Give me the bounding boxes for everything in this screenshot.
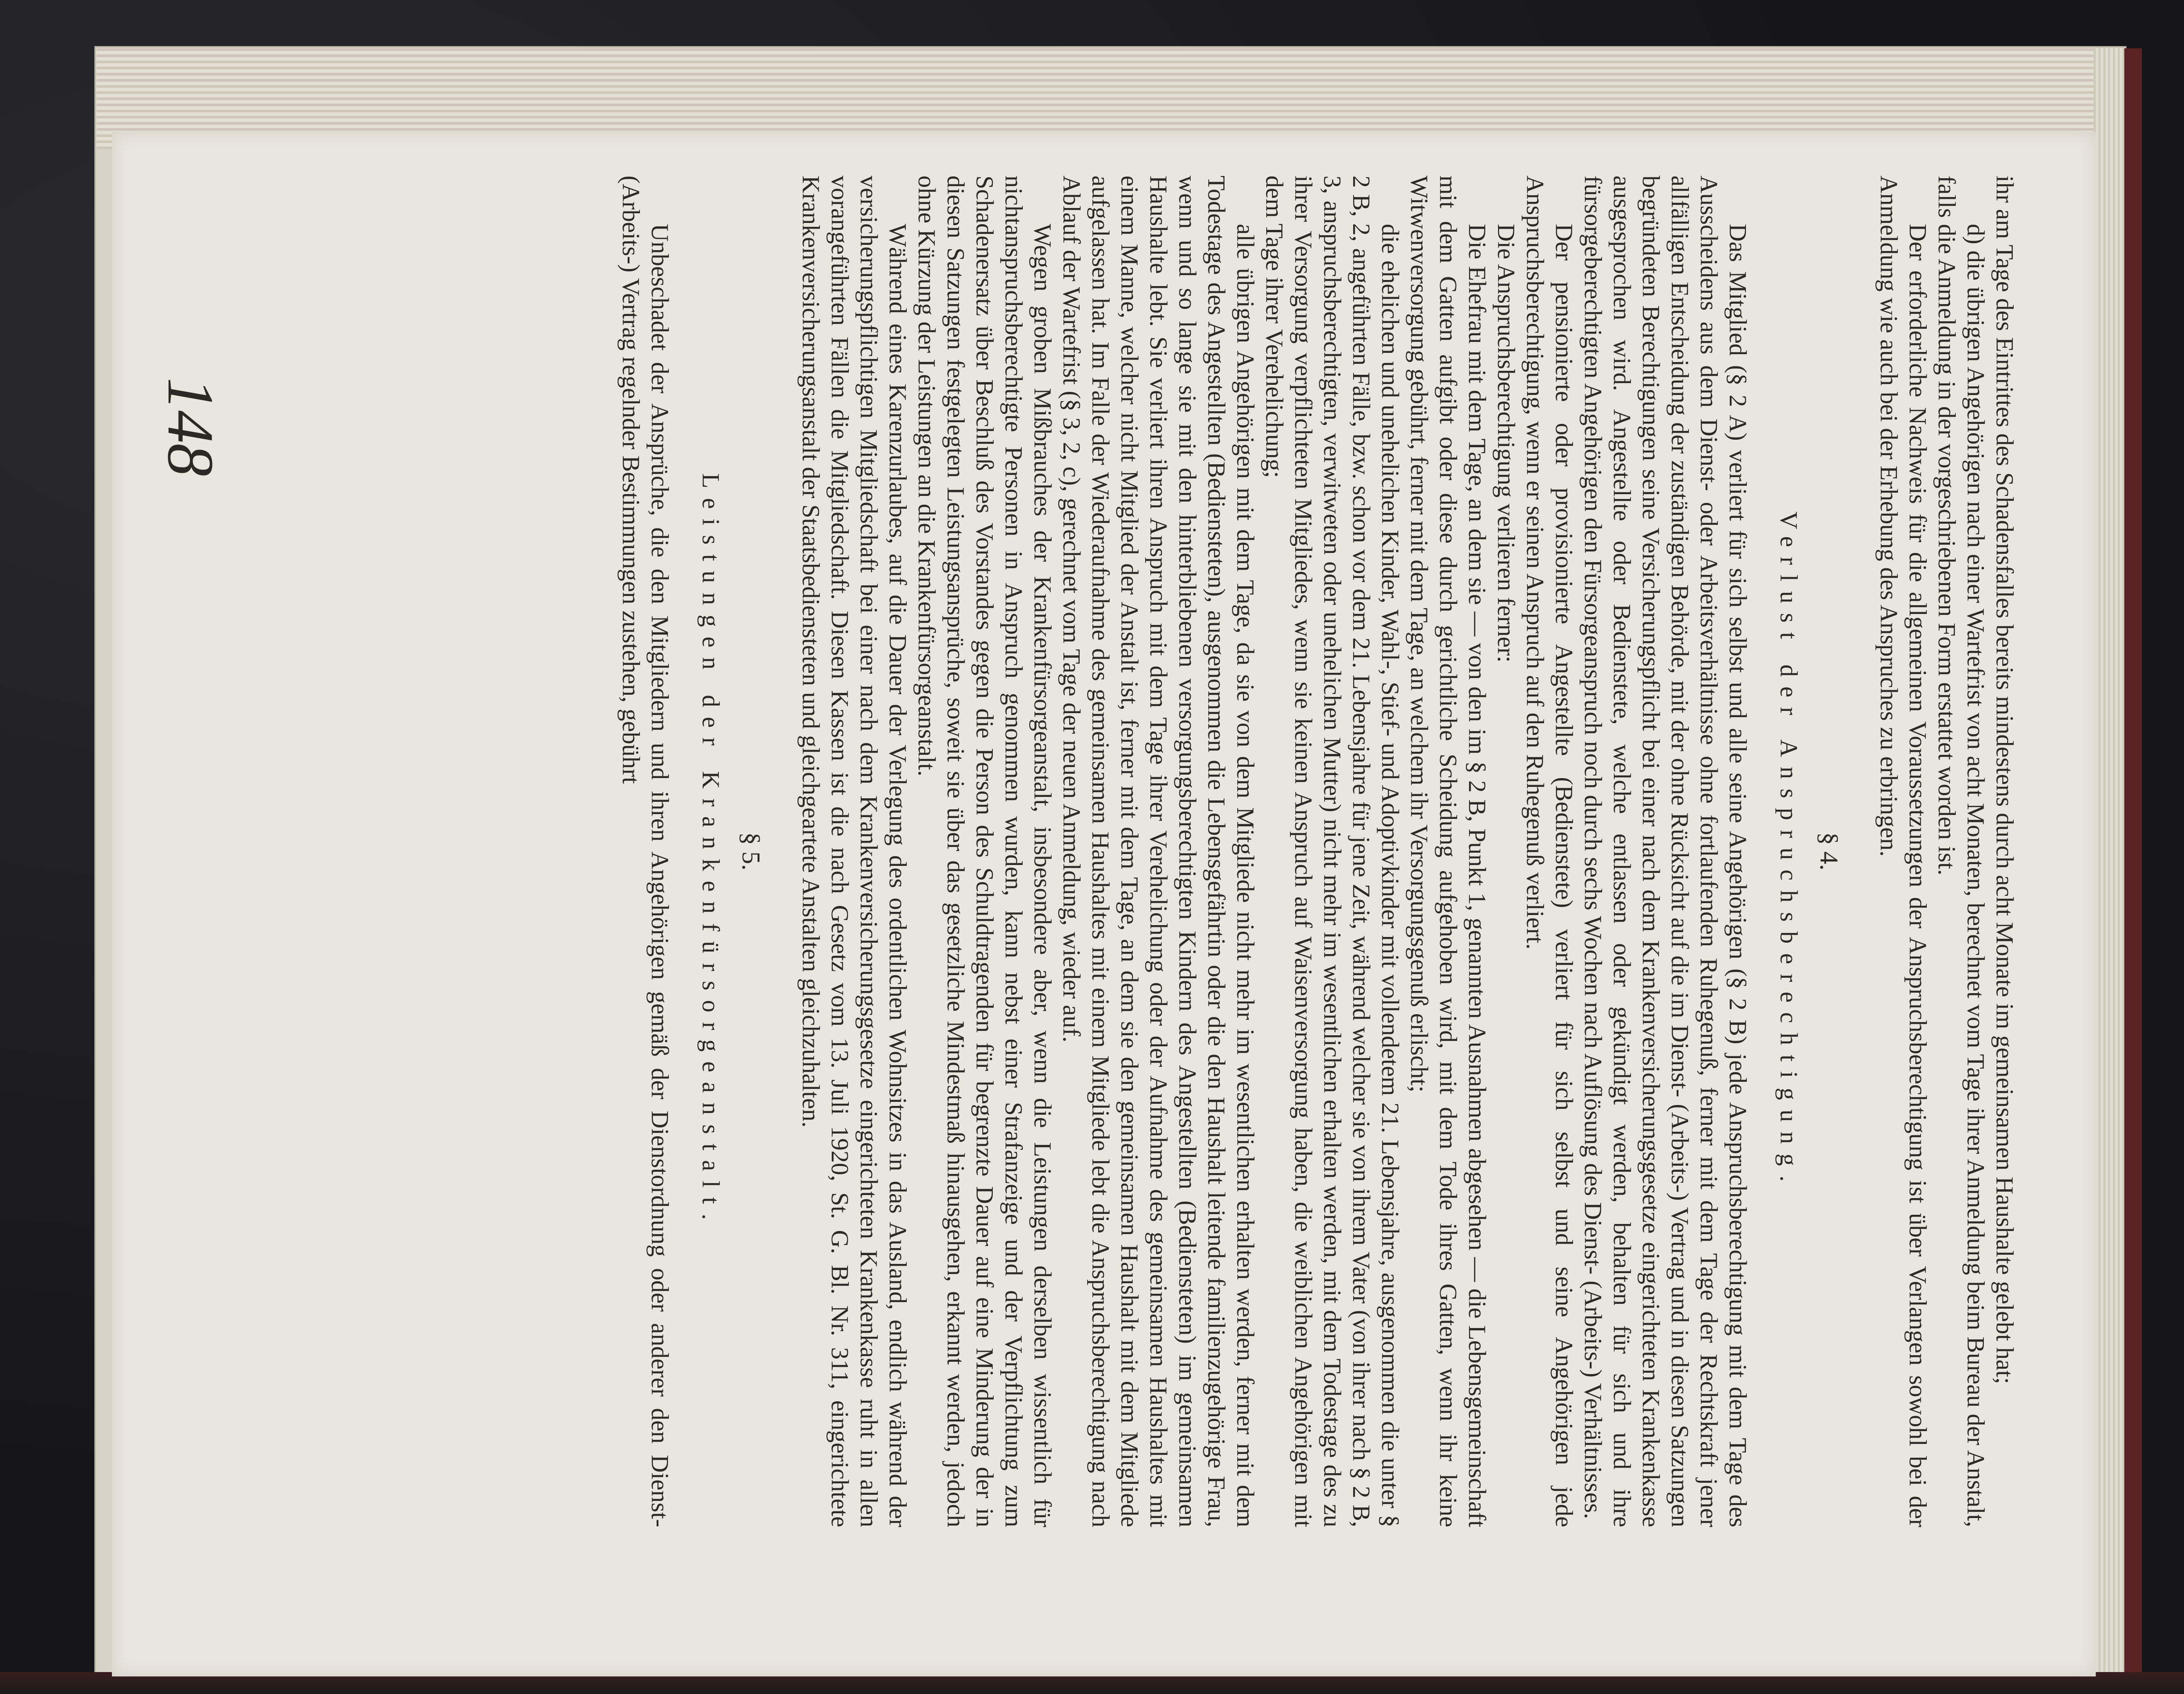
section-title: Leistungen der Krankenfürsorgeanstalt. (697, 473, 724, 1230)
book-cover-edge (2124, 48, 2142, 1681)
paragraph: Die Ehefrau mit dem Tage, an dem sie — von den im § 2 B, Punkt 1, genannten Ausnahmen abgesehen — die Lebensgemeinschaft mit dem Gatten aufgibt oder diese durch gerichtliche Scheidung aufgehoben wird, mit dem Tode ihres Gatten, wenn ihr keine Witwenversorgung gebührt, ferner mit dem Tage, an welchem ihr Versorgungsgenuß erlischt; (1405, 176, 1491, 1527)
paragraph: ihr am Tage des Eintrittes des Schadensfalles bereits mindestens durch acht Monate im gemeinsamen Haushalte gelebt hat; (1991, 176, 2018, 1384)
paragraph: d) die übrigen Angehörigen nach einer Wartefrist von acht Monaten, berechnet vom Tage ihrer Anmeldung beim Bureau der Anstalt, falls die Anmeldung in der vorgeschriebenen Form erstattet worden ist. (1933, 176, 1989, 1527)
section-number: § 4. (1815, 832, 1843, 871)
paragraph: Wegen groben Mißbrauches der Krankenfürsorgeanstalt, insbesondere aber, wenn die Leistungen derselben wissentlich für nichtanspruchsberechtigte Personen in Anspruch genommen wurden, kann nebst einer Strafanzeige und der Verpflichtung zum Schadenersatz über Beschluß des Vorstandes gegen die Person des Schuldtragenden für begrenzte Dauer auf eine Minderung der in diesen Satzungen festgelegten Leistungsansprüche, soweit sie über das gesetzliche Mindestmaß hinausgehen, erkannt werden, jedoch ohne Kürzung der Leistungen an die Krankenfürsorgeanstalt. (913, 176, 1056, 1527)
page-text-block (316, 176, 2019, 1527)
paragraph: Das Mitglied (§ 2 A) verliert für sich selbst und alle seine Angehörigen (§ 2 B) jede Anspruchsberechtigung mit dem Tage des Ausscheidens aus dem Dienst- oder Arbeitsverhältnisse ohne fortlaufenden Ruhegenuß, ferner mit dem Tage der Rechtskraft jener allfälligen Entscheidung der zuständigen Behörde, mit der ohne Rücksicht auf die im Dienst- (Arbeits-) Vertrag und in diesen Satzungen begründeten Berechtigungen seine Versicherungspflicht bei einer nach dem Krankenversicherungsgesetze eingerichteten Krankenkasse ausgesprochen wird. Angestellte oder Bedienstete, welche entlassen oder gekündigt werden, behalten für sich und ihre fürsorgeberechtigten Angehörigen den Fürsorgeanspruch noch durch sechs Wochen nach Auflösung des Dienst- (Arbeits-) Verhältnisses. (1579, 176, 1751, 1527)
paragraph: Unbeschadet der Ansprüche, die den Mitgliedern und ihren Angehörigen gemäß der Dienstordnung oder anderer den Dienst- (Arbeits-) Vertrag regelnder Bestimmungen zustehen, gebührt (617, 176, 673, 1527)
paragraph: Der pensionierte oder provisionierte Angestellte (Bedienstete) verliert für sich selbst und seine Angehörigen jede Anspruchsberechtigung, wenn er seinen Anspruch auf den Ruhegenuß verliert. (1521, 176, 1577, 1527)
paragraph: die ehelichen und unehelichen Kinder, Wahl-, Stief- und Adoptivkinder mit vollendetem 21. Lebensjahre, ausgenommen die unter § 2 B, 2, angeführten Fälle, bzw. schon vor dem 21. Lebensjahre für jene Zeit, während welcher sie von ihrem Vater (von ihrer nach § 2 B, 3, anspruchsberechtigten, verwitweten oder unehelichen Mutter) nicht mehr im wesentlichen erhalten werden, mit dem Todestage des zu ihrer Versorgung verpflichteten Mitgliedes, wenn sie keinen Anspruch auf Waisenversorgung haben, die weiblichen Angehörigen mit dem Tage ihrer Verehelichung; (1261, 176, 1404, 1527)
section-title: Verlust der Anspruchsberechtigung. (1775, 511, 1802, 1192)
page-edges-right (2094, 48, 2124, 1672)
paragraph: Während eines Karenzurlaubes, auf die Dauer der Verlegung des ordentlichen Wohnsitzes in das Ausland, endlich während der versicherungspflichtigen Mitgliedschaft bei einer nach dem Krankenversicherungsgesetze eingerichteten Krankenkasse ruht in allen vorangeführten Fällen die Mitgliedschaft. Diesen Kassen ist die nach Gesetz vom 13. Juli 1920, St. G. Bl. Nr. 311, eingerichtete Krankenversicherungsanstalt der Staatsbediensteten und gleichgeartete Anstalten gleichzuhalten. (797, 176, 911, 1527)
page-number: 148 (154, 377, 227, 476)
section-number: § 5. (737, 832, 765, 871)
paragraph: alle übrigen Angehörigen mit dem Tage, da sie von dem Mitgliede nicht mehr im wesentlichen erhalten werden, ferner mit dem Todestage des Angestellten (Bediensteten), ausgenommen die Lebensgefährtin oder die den Haushalt leitende familienzugehörige Frau, wenn und so lange sie mit den hinterbliebenen versorgungsberechtigten Kindern des Angestellten (Bediensteten) im gemeinsamen Haushalte lebt. Sie verliert ihren Anspruch mit dem Tage ihrer Verehelichung oder der Aufnahme des gemeinsamen Haushaltes mit einem Manne, welcher nicht Mitglied der Anstalt ist, ferner mit dem Tage, an dem sie den gemeinsamen Haushalt mit dem Mitgliede aufgelassen hat. Im Falle der Wiederaufnahme des gemeinsamen Haushaltes mit einem Mitgliede lebt die Anspruchsberechtigung nach Ablauf der Wartefrist (§ 3, 2, c), gerechnet vom Tage der neuen Anmeldung, wieder auf. (1058, 176, 1259, 1527)
paragraph: Die Anspruchsberechtigung verlieren ferner: (1492, 224, 1519, 663)
paragraph: Der erforderliche Nachweis für die allgemeinen Voraussetzungen der Anspruchsberechtigung ist über Verlangen sowohl bei der Anmeldung wie auch bei der Erhebung des Anspruches zu erbringen. (1875, 176, 1931, 1527)
